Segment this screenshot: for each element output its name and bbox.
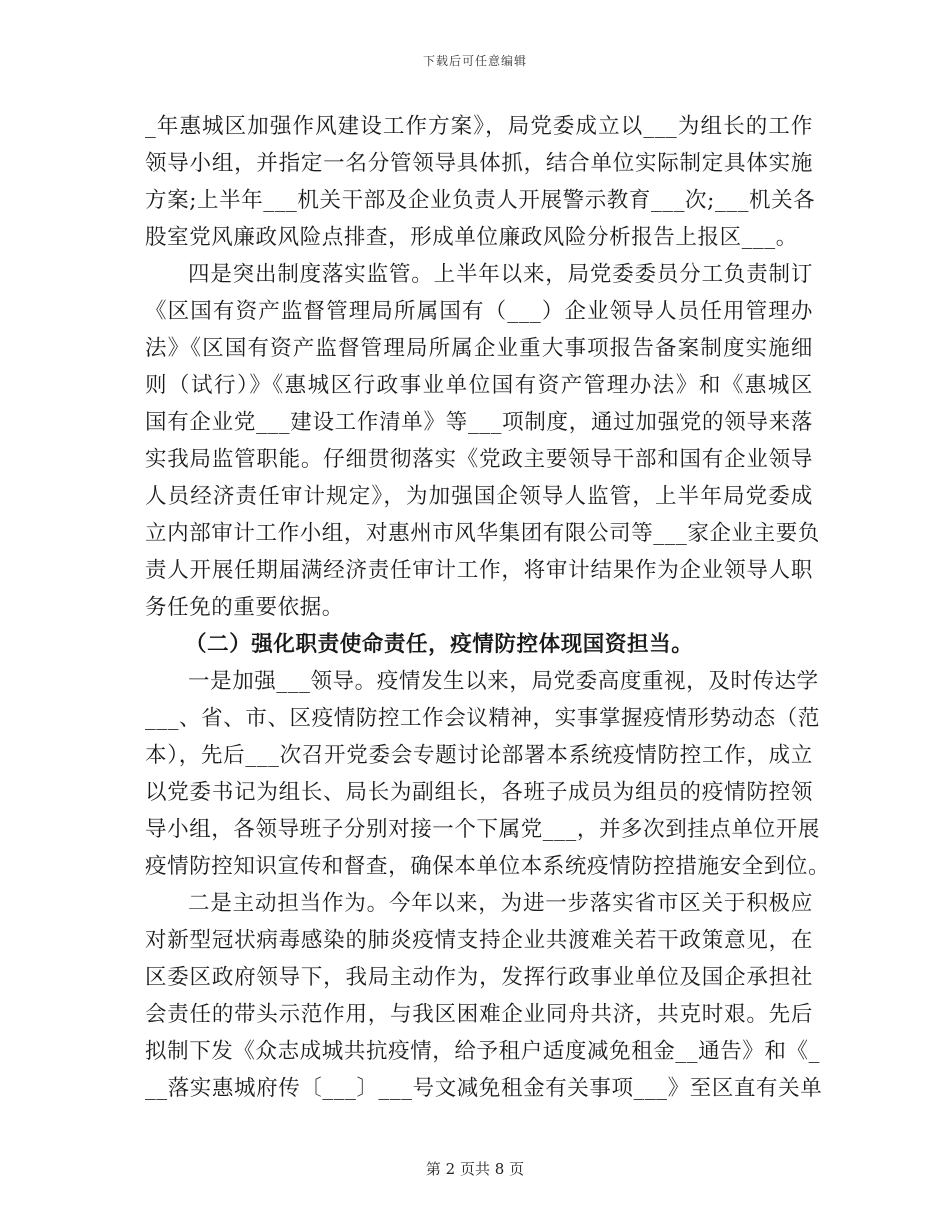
section-heading: （二）强化职责使命责任，疫情防控体现国资担当。 xyxy=(185,632,694,657)
text-line: ___、省、市、区疫情防控工作会议精神，实事掌握疫情形势动态（范 xyxy=(145,706,820,731)
text-line: 拟制下发《众志成城共抗疫情，给予租户适度减免租金__通告》和《_ xyxy=(145,1039,820,1064)
document-body xyxy=(145,108,831,1107)
text-line: _年惠城区加强作风建设工作方案》，局党委成立以___为组长的工作 xyxy=(145,114,813,139)
text-line: 国有企业党___建设工作清单》等___项制度，通过加强党的领导来落 xyxy=(145,410,813,435)
text-line: __落实惠城府传〔___〕___号文减免租金有关事项___》至区直有关单 xyxy=(145,1076,823,1101)
text-line: 对新型冠状病毒感染的肺炎疫情支持企业共渡难关若干政策意见，在 xyxy=(145,928,813,953)
text-line: 《区国有资产监督管理局所属国有（___）企业领导人员任用管理办 xyxy=(145,299,813,324)
text-line: 区委区政府领导下，我局主动作为，发挥行政事业单位及国企承担社 xyxy=(145,965,813,990)
text-line: 则（试行）》《惠城区行政事业单位国有资产管理办法》和《惠城区 xyxy=(145,373,813,398)
text-line: 一是加强___领导。疫情发生以来，局党委高度重视，及时传达学 xyxy=(188,669,819,694)
page-footer: 第 2 页共 8 页 xyxy=(425,1160,525,1178)
text-line: 疫情防控知识宣传和督查，确保本单位本系统疫情防控措施安全到位。 xyxy=(145,854,831,879)
text-line: 股室党风廉政风险点排查，形成单位廉政风险分析报告上报区___。 xyxy=(145,225,798,250)
text-line: 以党委书记为组长、局长为副组长，各班子成员为组员的疫情防控领 xyxy=(145,780,813,805)
page-header: 下载后可任意编辑 xyxy=(422,54,527,68)
text-line: 法》《区国有资产监督管理局所属企业重大事项报告备案制度实施细 xyxy=(145,336,813,361)
text-line: 本），先后___次召开党委会专题讨论部署本系统疫情防控工作，成立 xyxy=(145,743,813,768)
text-line: 二是主动担当作为。今年以来，为进一步落实省市区关于积极应 xyxy=(188,891,813,916)
text-line: 实我局监管职能。仔细贯彻落实《党政主要领导干部和国有企业领导 xyxy=(145,447,813,472)
text-line: 方案;上半年___机关干部及企业负责人开展警示教育___次;___机关各 xyxy=(145,188,816,213)
text-line: 人员经济责任审计规定》，为加强国企领导人监管，上半年局党委成 xyxy=(145,484,813,509)
text-line: 务任免的重要依据。 xyxy=(145,595,344,620)
text-line: 立内部审计工作小组，对惠州市风华集团有限公司等___家企业主要负 xyxy=(145,521,820,546)
text-line: 责人开展任期届满经济责任审计工作，将审计结果作为企业领导人职 xyxy=(145,558,813,583)
text-line: 四是突出制度落实监管。上半年以来，局党委委员分工负责制订 xyxy=(188,262,813,287)
text-line: 领导小组，并指定一名分管领导具体抓，结合单位实际制定具体实施 xyxy=(145,151,813,176)
text-line: 会责任的带头示范作用，与我区困难企业同舟共济，共克时艰。先后 xyxy=(145,1002,813,1027)
text-line: 导小组，各领导班子分别对接一个下属党___，并多次到挂点单位开展 xyxy=(145,817,820,842)
